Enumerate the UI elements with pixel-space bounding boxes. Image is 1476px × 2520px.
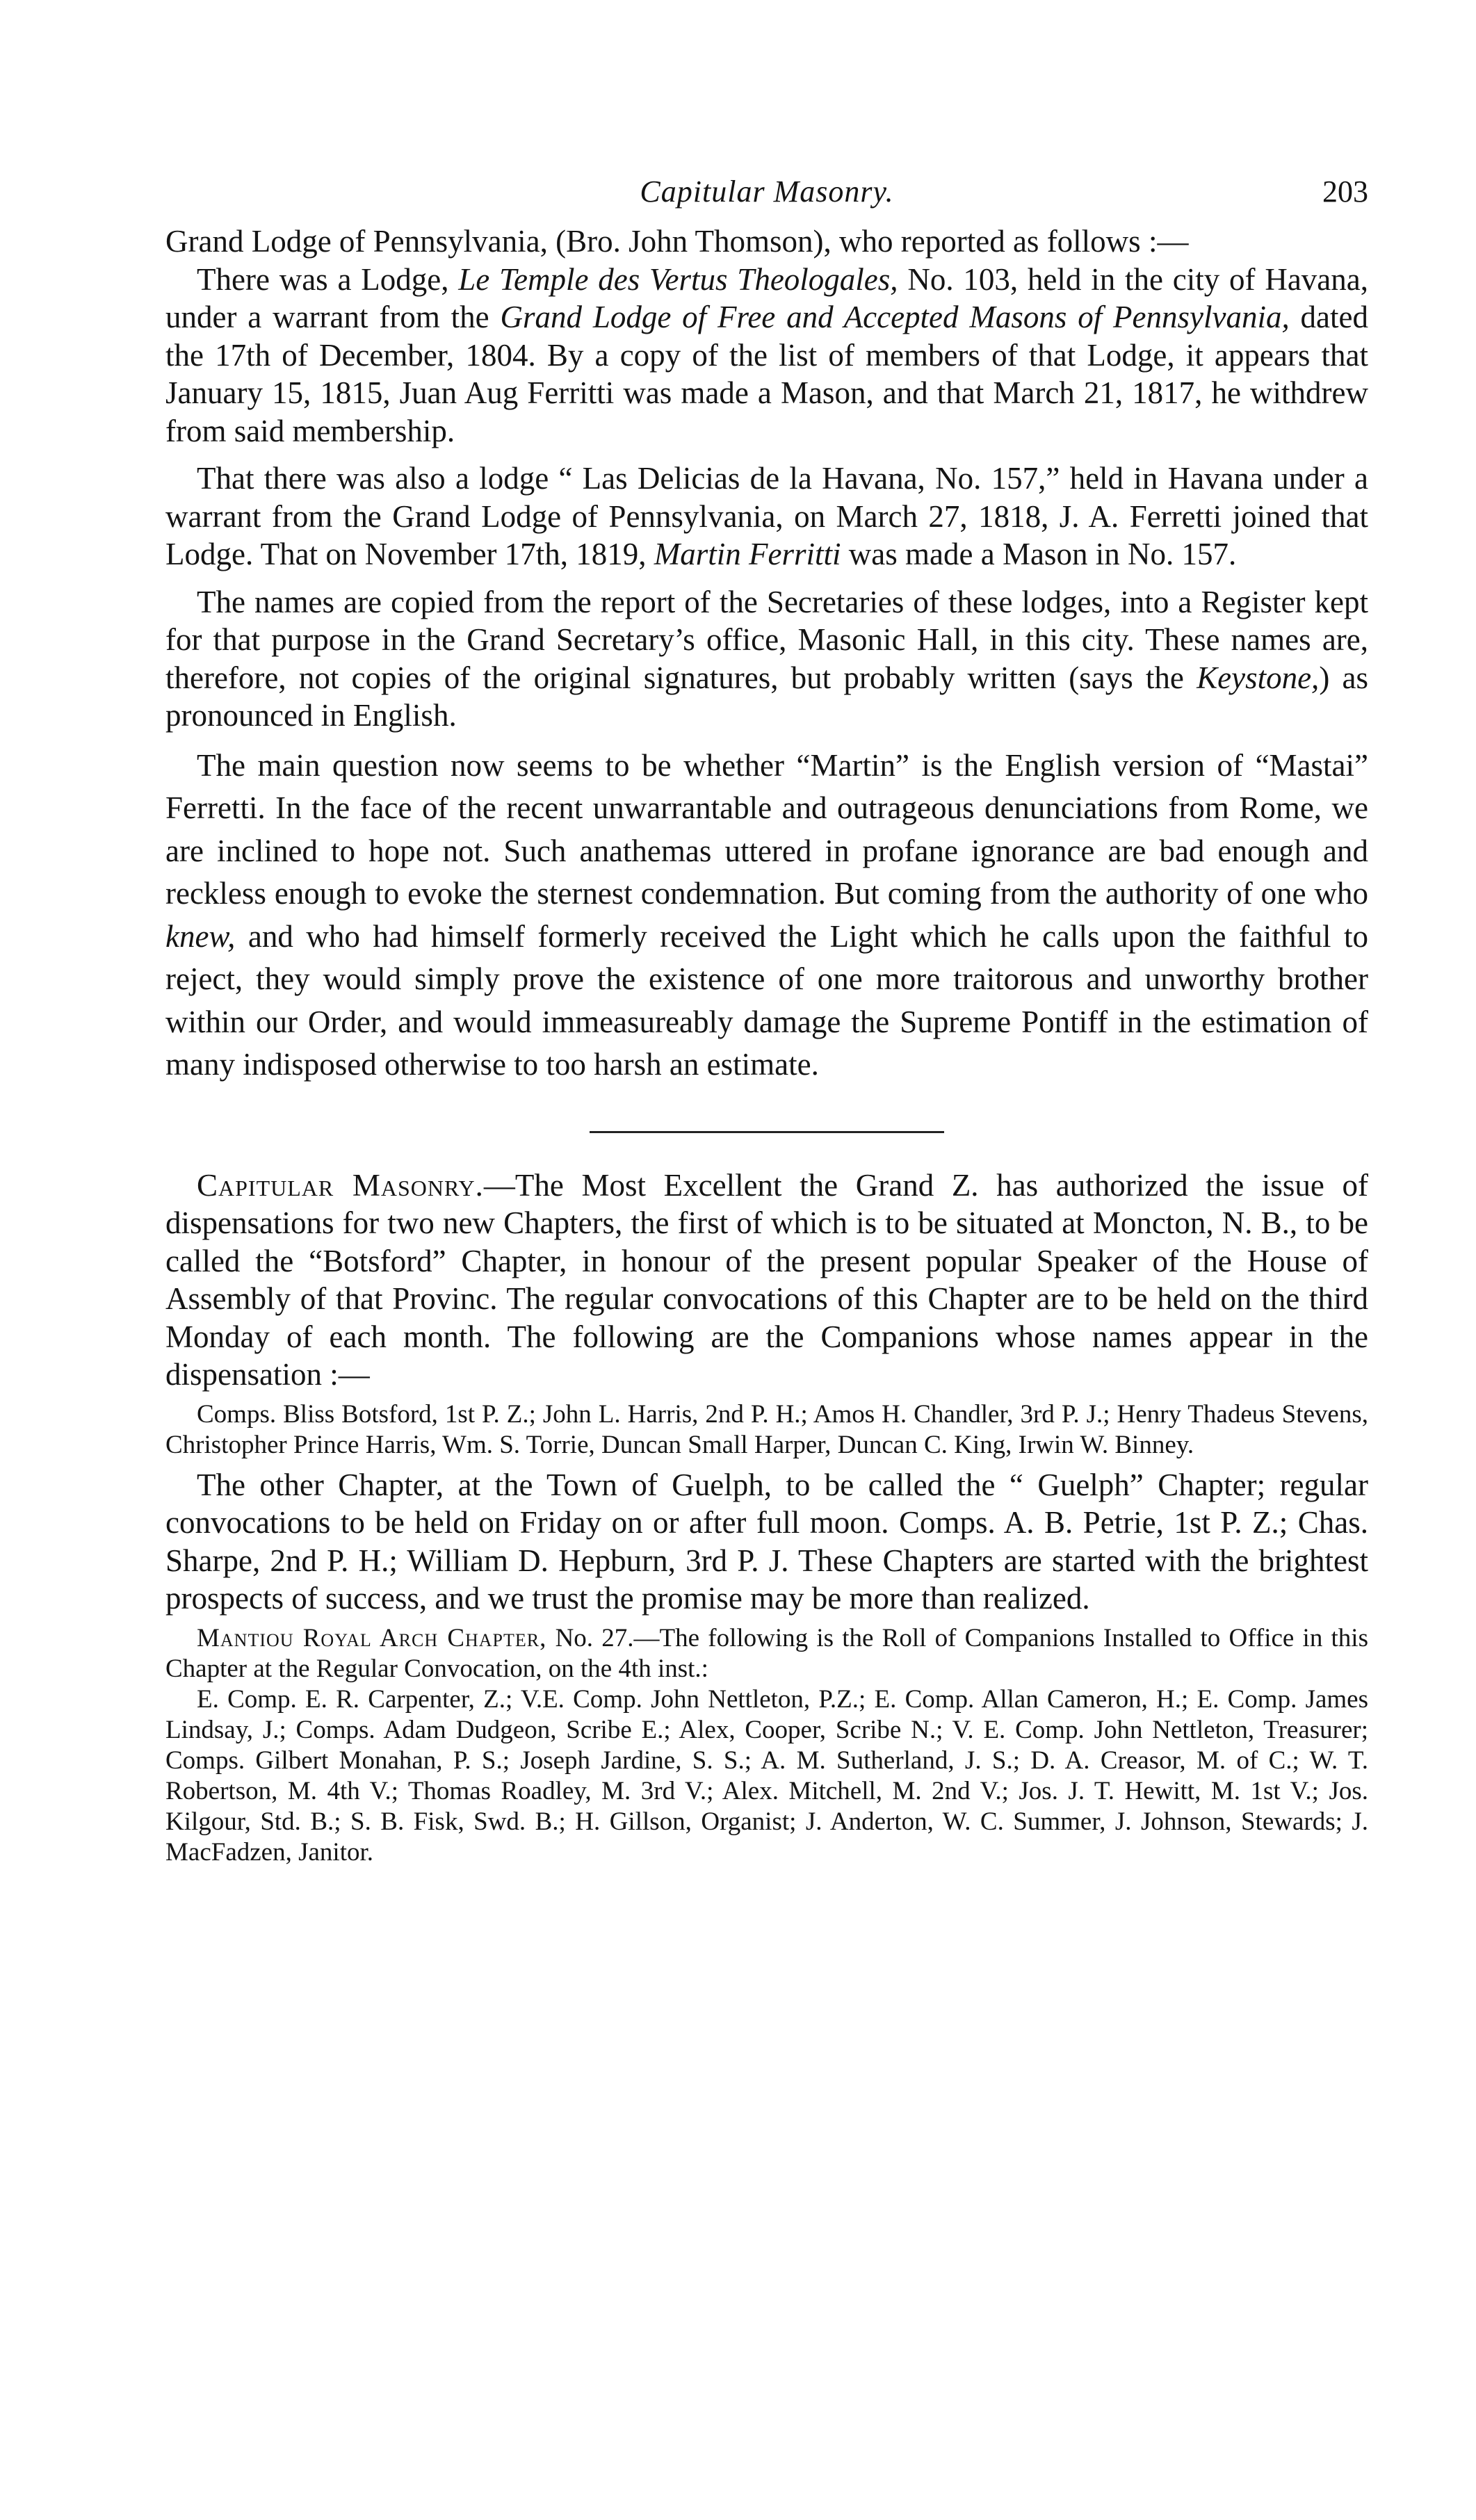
publication-name: Keystone, xyxy=(1197,660,1320,695)
text: dated the 17th of December, 1804. By a copy of the list of members of that Lodge, it appears that January 15, 1815, Juan Aug Ferritti was made a Mason, and that March 21, 1817, he withdrew from said membership. xyxy=(165,300,1369,448)
page-header xyxy=(165,174,1368,222)
guelph-chapter xyxy=(165,1466,1368,1618)
text: —The Most Excellent the Grand Z. has authorized the issue of dispensations for two new Chapters, the first of which is to be situated at Moncton, N. B., to be called the “Botsford” Chapter, in honour of the present popular Speaker of the House of Assembly of that Provinc. The regular convocations of this Chapter are to be held on the third Monday of each month. The following are the Companions whose names appear in the dispensation :— xyxy=(165,1167,1368,1392)
paragraph-mantiou xyxy=(165,1623,1368,1684)
paragraph-companions: Comps. Bliss Botsford, 1st P. Z.; John L. Harris, 2nd P. H.; Amos H. Chandler, 3rd P. J.; Henry Thadeus Stevens, Christopher Prince Harris, Wm. S. Torrie, Duncan Small Harper, Duncan C. King, Irwin W. Binney. xyxy=(165,1399,1368,1459)
text: There was a Lodge, xyxy=(197,261,459,297)
article-continuation xyxy=(165,222,1368,735)
capitular-masonry-news xyxy=(165,1166,1368,1394)
paragraph-officers: E. Comp. E. R. Carpenter, Z.; V.E. Comp. John Nettleton, P.Z.; E. Comp. Allan Cameron, H.; E. Comp. James Lindsay, J.; Comps. Adam Dudgeon, Scribe E.; Alex, Cooper, Scribe N.; V. E. Comp. John Nettleton, Treasurer; Comps. Gilbert Monahan, P. S.; Joseph Jardine, S. S.; A. M. Sutherland, J. S.; D. A. Creasor, M. of C.; W. T. Robertson, M. 4th V.; Thomas Roadley, M. 3rd V.; Alex. Mitchell, M. 2nd V.; Jos. J. T. Hewitt, M. 1st V.; Jos. Kilgour, Std. B.; S. B. Fisk, Swd. B.; H. Gillson, Organist; J. Anderton, W. C. Summer, J. Johnson, Stewards; J. MacFadzen, Janitor. xyxy=(165,1684,1368,1867)
chapter-heading: Mantiou Royal Arch Chapter, xyxy=(197,1623,547,1652)
text: was made a Mason in No. 157. xyxy=(841,537,1237,571)
text: No. 103, held in the city of Havana, under a warrant from the xyxy=(165,261,1368,334)
running-title: Capitular Masonry. xyxy=(640,174,894,209)
text: The main question now seems to be whether “Martin” is the English version of “Mastai” Ferretti. In the face of the recent unwarrantable and outrageous denunciations from Rome, we are inclined to hope not. Such anathemas uttered in profane ignorance are bad enough and reckless enough to evoke the sternest condemnation. But coming from the authority of one who xyxy=(165,747,1368,911)
text: and who had himself formerly received the Light which he calls upon the faithful to reject, they would simply prove the existence of one more traitorous and unworthy brother within our Order, and would immeasureably damage the Supreme Pontiff in the estimation of many indisposed otherwise to too harsh an estimate. xyxy=(165,918,1368,1082)
mantiou-chapter xyxy=(165,1623,1368,1868)
person-name: Martin Ferritti xyxy=(654,537,841,571)
paragraph-intro: Grand Lodge of Pennsylvania, (Bro. John Thomson), who reported as follows :— xyxy=(165,224,1189,259)
page-number: 203 xyxy=(1322,174,1368,209)
section-heading: Capitular Masonry. xyxy=(197,1167,484,1203)
lodge-name: Le Temple des Vertus Theologales, xyxy=(458,261,898,297)
grand-lodge-name: Grand Lodge of Free and Accepted Masons of Pennsylvania, xyxy=(500,300,1290,334)
text: The names are copied from the report of the Secretaries of these lodges, into a Register kept for that purpose in the Grand Secretary’s office, Masonic Hall, in this city. These names are, therefore, not copies of the original signatures, but probably written (says the xyxy=(165,584,1368,695)
paragraph-havana-lodge xyxy=(165,261,1368,450)
paragraph-guelph: The other Chapter, at the Town of Guelph, to be called the “ Guelph” Chapter; regular convocations to be held on Friday on or after full moon. Comps. A. B. Petrie, 1st P. Z.; Chas. Sharpe, 2nd P. H.; William D. Hepburn, 3rd P. J. These Chapters are started with the brightest prospects of success, and we trust the promise may be more than realized. xyxy=(165,1467,1368,1616)
paragraph-main-question xyxy=(165,745,1368,1087)
text: That there was also a lodge “ Las Delicias de la Havana, No. 157,” held in Havana under a warrant from the Grand Lodge of Pennsylvania, on March 27, 1818, J. A. Ferretti joined that Lodge. That on November 17th, 1819, xyxy=(165,461,1368,571)
paragraph-dispensations xyxy=(165,1166,1368,1394)
companions-list xyxy=(165,1399,1368,1461)
page xyxy=(165,174,1368,1868)
main-question xyxy=(165,745,1368,1087)
text: No. 27.—The following is the Roll of Companions Installed to Office in this Chapter at the Regular Convocation, on the 4th inst.: xyxy=(165,1623,1368,1683)
text: ) as pronounced in English. xyxy=(165,660,1368,733)
emphasis: knew, xyxy=(165,918,236,954)
paragraph-las-delicias xyxy=(165,460,1368,574)
section-divider xyxy=(590,1131,944,1133)
paragraph-register xyxy=(165,583,1368,735)
